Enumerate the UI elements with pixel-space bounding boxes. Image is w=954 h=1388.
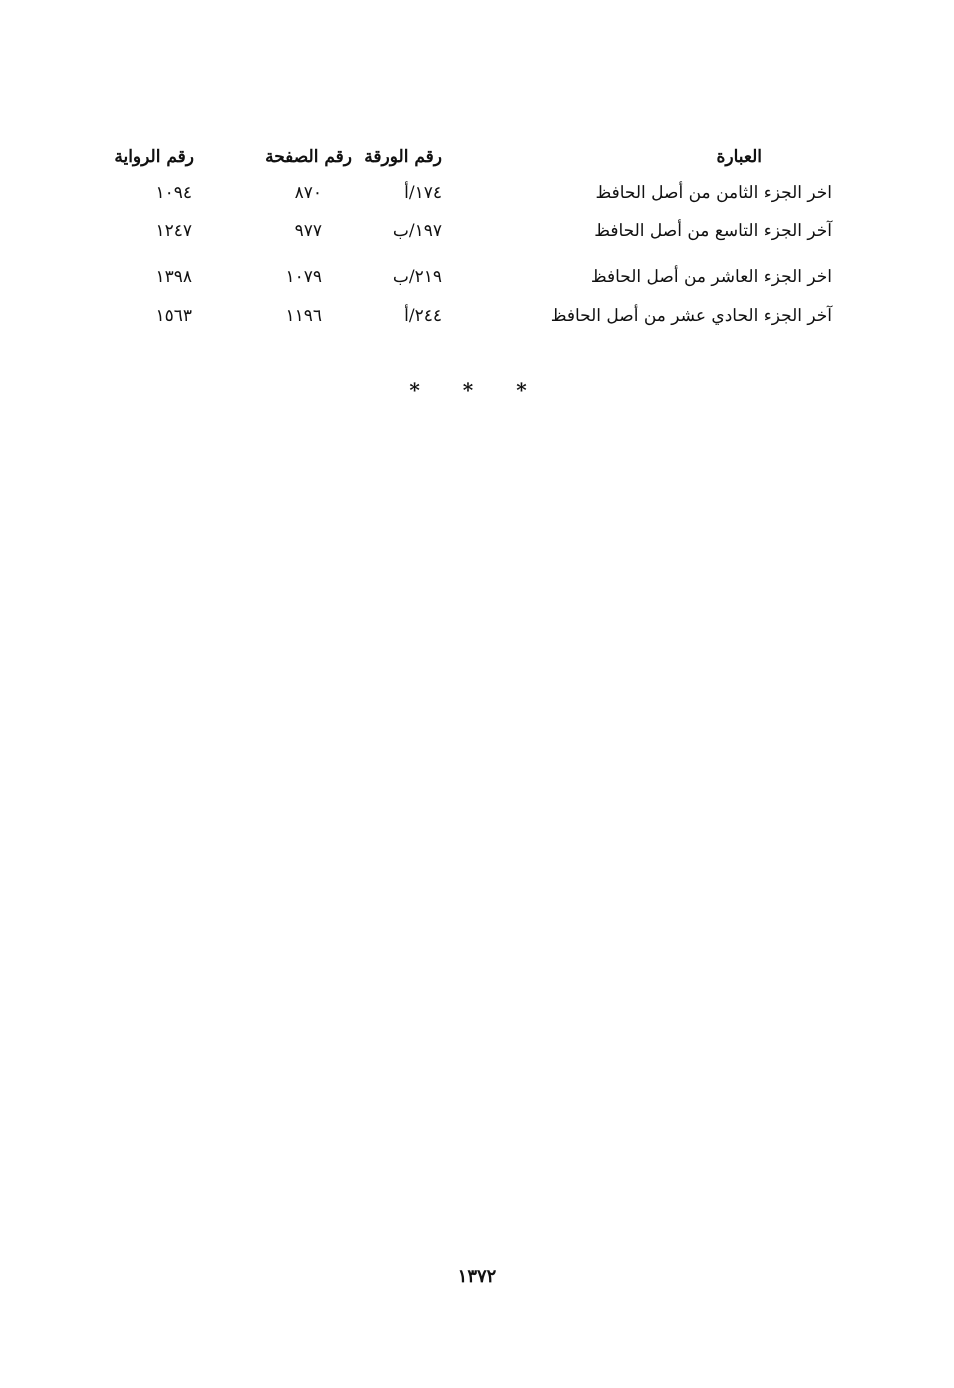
row-4-phrase: آخر الجزء الحادي عشر من أصل الحافظ [550, 306, 832, 326]
row-1-phrase: اخر الجزء الثامن من أصل الحافظ [595, 183, 832, 203]
page-number: ١٣٧٢ [457, 1266, 497, 1287]
row-4-narration: ١٥٦٣ [155, 306, 192, 326]
header-phrase: العبارة [716, 147, 762, 167]
header-leaf-number: رقم الورقة [364, 147, 442, 167]
row-2-leaf: ١٩٧/ب [392, 221, 442, 241]
row-2-phrase: آخر الجزء التاسع من أصل الحافظ [594, 221, 832, 241]
header-narration-number: رقم الرواية [114, 147, 194, 167]
row-1-page: ٨٧٠ [294, 183, 322, 203]
row-1-narration: ١٠٩٤ [155, 183, 192, 203]
row-3-narration: ١٣٩٨ [155, 267, 192, 287]
row-3-leaf: ٢١٩/ب [392, 267, 442, 287]
row-1-leaf: ١٧٤/أ [404, 183, 442, 203]
row-4-leaf: ٢٤٤/أ [404, 306, 442, 326]
row-2-narration: ١٢٤٧ [155, 221, 192, 241]
row-3-page: ١٠٧٩ [285, 267, 322, 287]
row-4-page: ١١٩٦ [285, 306, 322, 326]
row-2-page: ٩٧٧ [294, 221, 322, 241]
header-page-number: رقم الصفحة [265, 147, 352, 167]
section-separator: * * * [409, 378, 545, 402]
row-3-phrase: اخر الجزء العاشر من أصل الحافظ [590, 267, 832, 287]
